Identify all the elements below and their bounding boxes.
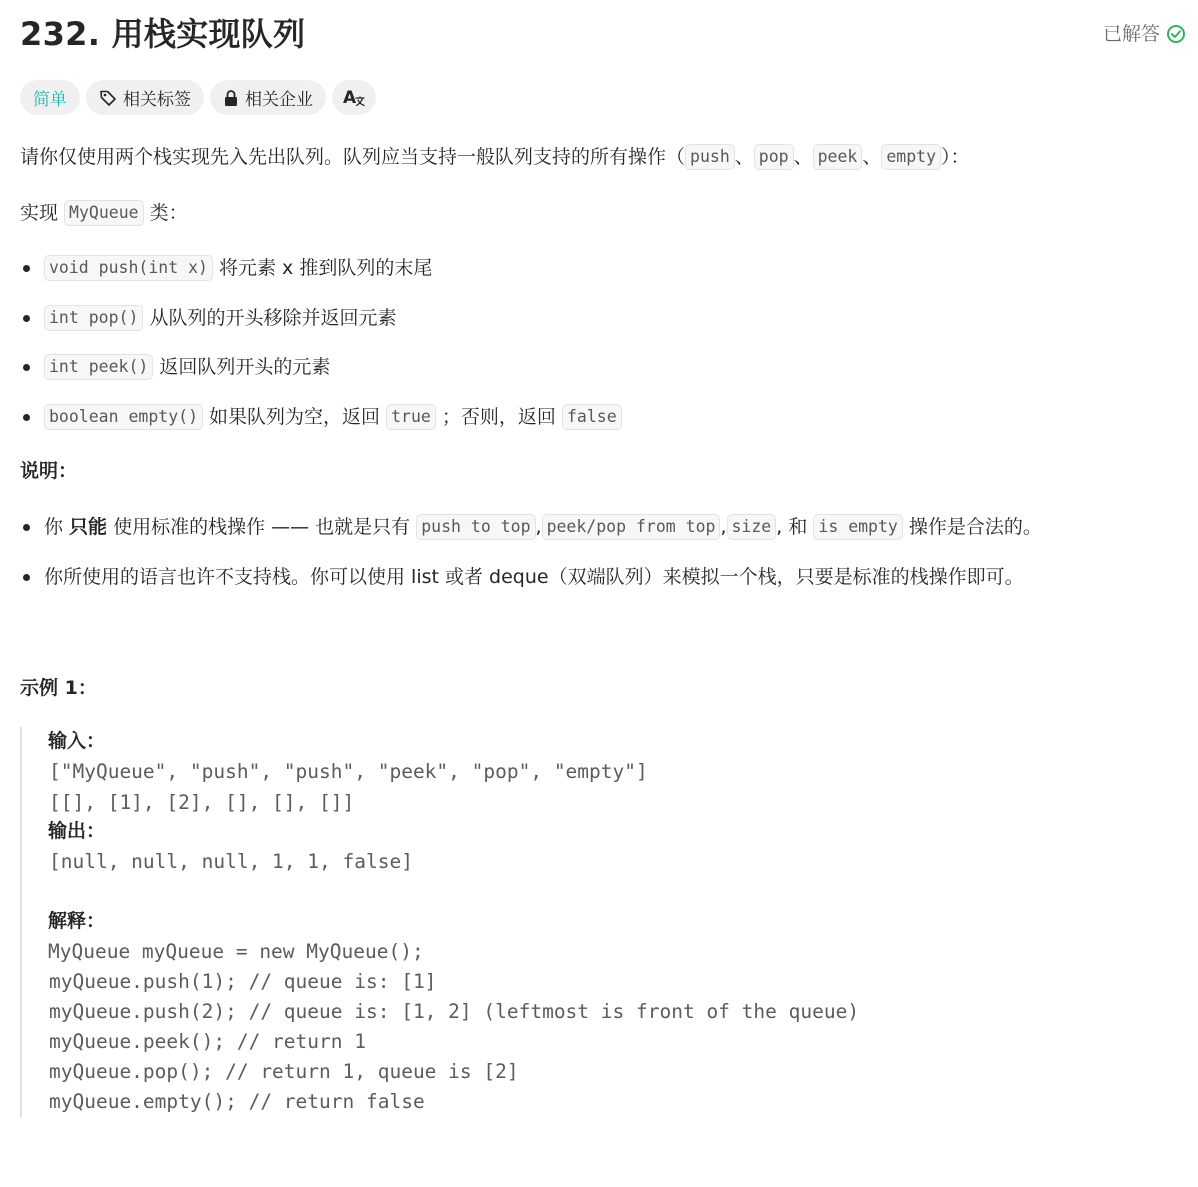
explain-line: MyQueue myQueue = new MyQueue(); <box>48 940 424 963</box>
code-method: int peek() <box>44 354 153 380</box>
code-op: is empty <box>813 514 902 540</box>
explain-line: myQueue.pop(); // return 1, queue is [2] <box>49 1060 519 1083</box>
example-block <box>20 727 1020 1117</box>
description-intro: 请你仅使用两个栈实现先入先出队列。队列应当支持一般队列支持的所有操作（ push 、 pop 、 peek 、 empty ）： <box>20 142 970 172</box>
list-item: int pop() 从队列的开头移除并返回元素 <box>20 303 396 333</box>
code-op: peek/pop from top <box>542 514 721 540</box>
bullet-dot <box>23 364 30 371</box>
input-line: ["MyQueue", "push", "push", "peek", "pop", "empty"] <box>49 760 648 783</box>
code-true: true <box>386 404 436 430</box>
problem-header <box>20 12 1186 60</box>
translate-icon: A <box>343 89 365 107</box>
bullet-dot <box>23 414 30 421</box>
explain-line: myQueue.push(1); // queue is: [1] <box>49 970 437 993</box>
list-item: boolean empty() 如果队列为空，返回 true ；否则，返回 false <box>20 402 622 432</box>
solved-status <box>1103 20 1186 48</box>
code-method: boolean empty() <box>44 404 203 430</box>
problem-title: 232. 用栈实现队列 <box>20 15 306 53</box>
lock-icon <box>223 89 239 107</box>
related-tags-button[interactable] <box>86 80 204 115</box>
code-peek: peek <box>813 144 863 170</box>
bullet-dot <box>23 265 30 272</box>
solved-label: 已解答 <box>1102 23 1160 45</box>
notes-heading: 说明： <box>20 460 78 482</box>
related-companies-label: 相关企业 <box>245 90 313 110</box>
list-item: 你 只能 使用标准的栈操作 —— 也就是只有 push to top , peek/pop from top , size , 和 is empty 操作是合法的。 <box>20 512 1042 542</box>
bullet-dot <box>23 574 30 581</box>
list-item: void push(int x) 将元素 x 推到队列的末尾 <box>20 253 432 283</box>
explain-line: myQueue.push(2); // queue is: [1, 2] (leftmost is front of the queue) <box>49 1000 860 1023</box>
code-pop: pop <box>754 144 794 170</box>
explain-line: myQueue.empty(); // return false <box>49 1090 425 1113</box>
difficulty-label: 简单 <box>33 90 67 110</box>
bullet-dot <box>23 524 30 531</box>
explain-label: 解释： <box>48 910 106 932</box>
implement-line: 实现 MyQueue 类： <box>20 198 188 228</box>
code-empty: empty <box>881 144 941 170</box>
translate-toggle-button[interactable] <box>332 80 376 115</box>
output-line: [null, null, null, 1, 1, false] <box>49 850 413 873</box>
code-false: false <box>562 404 622 430</box>
output-label: 输出： <box>48 820 106 842</box>
code-method: void push(int x) <box>44 255 213 281</box>
check-circle-icon <box>1166 24 1186 44</box>
bullet-dot <box>23 315 30 322</box>
code-myqueue: MyQueue <box>64 200 144 226</box>
example-heading: 示例 1： <box>20 677 97 699</box>
input-line: [[], [1], [2], [], [], []] <box>49 791 355 814</box>
code-push: push <box>685 144 735 170</box>
code-method: int pop() <box>44 305 143 331</box>
code-op: push to top <box>416 514 535 540</box>
difficulty-badge[interactable] <box>20 80 80 115</box>
related-tags-label: 相关标签 <box>123 90 191 110</box>
code-op: size <box>727 514 777 540</box>
input-label: 输入： <box>48 730 106 752</box>
related-companies-button[interactable] <box>210 80 326 115</box>
list-item: 你所使用的语言也许不支持栈。你可以使用 list 或者 deque（双端队列）来模拟一个栈，只要是标准的栈操作即可。 <box>20 562 1024 592</box>
list-item: int peek() 返回队列开头的元素 <box>20 352 330 382</box>
tag-row <box>20 80 376 115</box>
tag-icon <box>99 89 117 107</box>
explain-line: myQueue.peek(); // return 1 <box>49 1030 366 1053</box>
